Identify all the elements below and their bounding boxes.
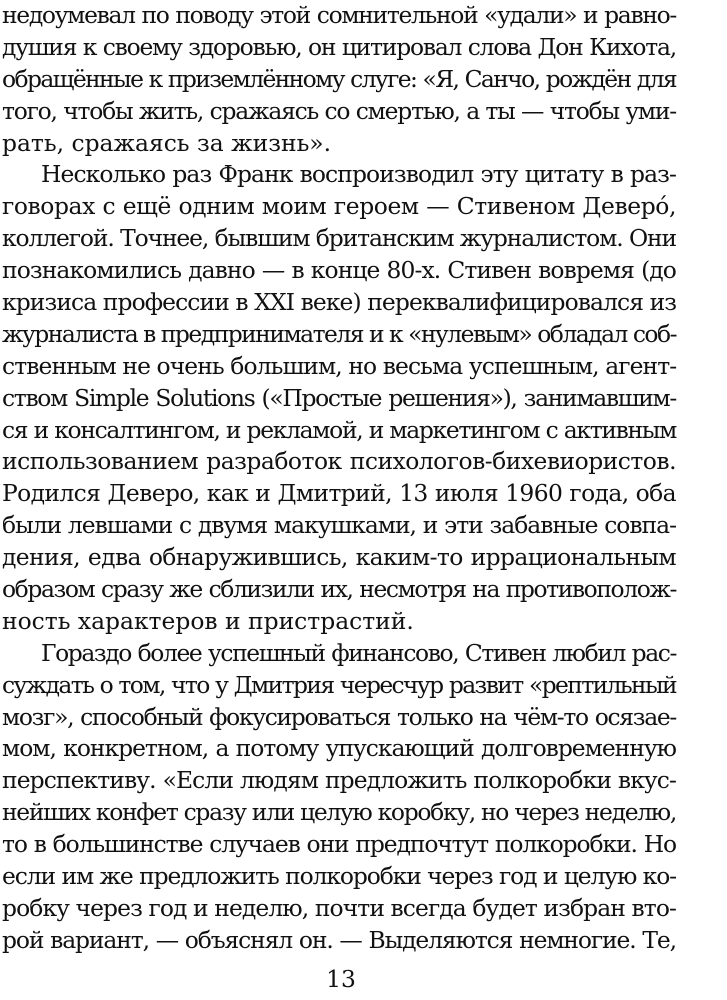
page-number: 13 — [326, 965, 356, 993]
paragraph-1 — [2, 0, 676, 159]
text-line: ственным не очень большим, но весьма успешным, агент- — [2, 351, 677, 380]
text-line: дения, едва обнаружившись, каким-то иррациональным — [2, 543, 676, 572]
text-line: того, чтобы жить, сражаясь со смертью, а ты — чтобы уми- — [2, 96, 676, 125]
text-line: робку через год и неделю, почти всегда будет избран вто- — [2, 893, 677, 922]
text-line: говорах с ещё одним моим героем — Стивеном Деверó, — [2, 192, 676, 221]
paragraph-3 — [2, 638, 676, 957]
text-line: нейших конфет сразу или целую коробку, но через неделю, — [2, 798, 676, 827]
text-line: недоумевал по поводу этой сомнительной «удали» и равно- — [2, 1, 676, 29]
text-line: суждать о том, что у Дмитрия чересчур развит «рептильный — [2, 670, 676, 699]
text-line: были левшами с двумя макушками, и эти забавные совпа- — [2, 511, 676, 540]
text-line: мом, конкретном, а потому упускающий долговременную — [2, 734, 676, 763]
text-line: душия к своему здоровью, он цитировал слова Дон Кихота, — [2, 32, 676, 61]
text-line: коллегой. Точнее, бывшим британским журналистом. Они — [2, 224, 676, 253]
text-line: использованием разработок психологов-бихевиористов. — [2, 447, 676, 476]
text-line: ся и консалтингом, и рекламой, и маркетингом с активным — [2, 415, 676, 444]
text-line: перспективу. «Если людям предложить полкоробки вкус- — [2, 766, 676, 795]
text-line: Гораздо более успешный финансово, Стивен любил рас- — [41, 638, 676, 667]
text-line: ством Simple Solutions («Простые решения»), занимавшим- — [2, 383, 676, 412]
text-line: рой вариант, — объяснял он. — Выделяются немногие. Те, — [2, 925, 676, 954]
text-line: образом сразу же сблизили их, несмотря на противополож- — [2, 575, 676, 604]
text-line: мозг», способный фокусироваться только на чём-то осязае- — [2, 702, 676, 731]
body-text — [2, 0, 676, 957]
text-line: ность характеров и пристрастий. — [2, 606, 414, 635]
text-line: журналиста в предпринимателя и к «нулевым» обладал соб- — [2, 319, 676, 348]
text-line: познакомились давно — в конце 80-х. Стивен вовремя (до — [2, 256, 676, 285]
text-line: обращённые к приземлённому слуге: «Я, Санчо, рождён для — [2, 64, 676, 93]
text-line: кризиса профессии в XXI веке) переквалифицировался из — [2, 288, 677, 317]
text-line: то в большинстве случаев они предпочтут полкоробки. Но — [2, 830, 676, 859]
text-line: рать, сражаясь за жизнь». — [2, 128, 332, 157]
text-line: если им же предложить полкоробки через год и целую ко- — [2, 862, 676, 891]
text-line: Несколько раз Франк воспроизводил эту цитату в раз- — [41, 160, 676, 189]
paragraph-2 — [2, 159, 676, 637]
text-line: Родился Деверо, как и Дмитрий, 13 июля 1960 года, оба — [2, 479, 676, 508]
